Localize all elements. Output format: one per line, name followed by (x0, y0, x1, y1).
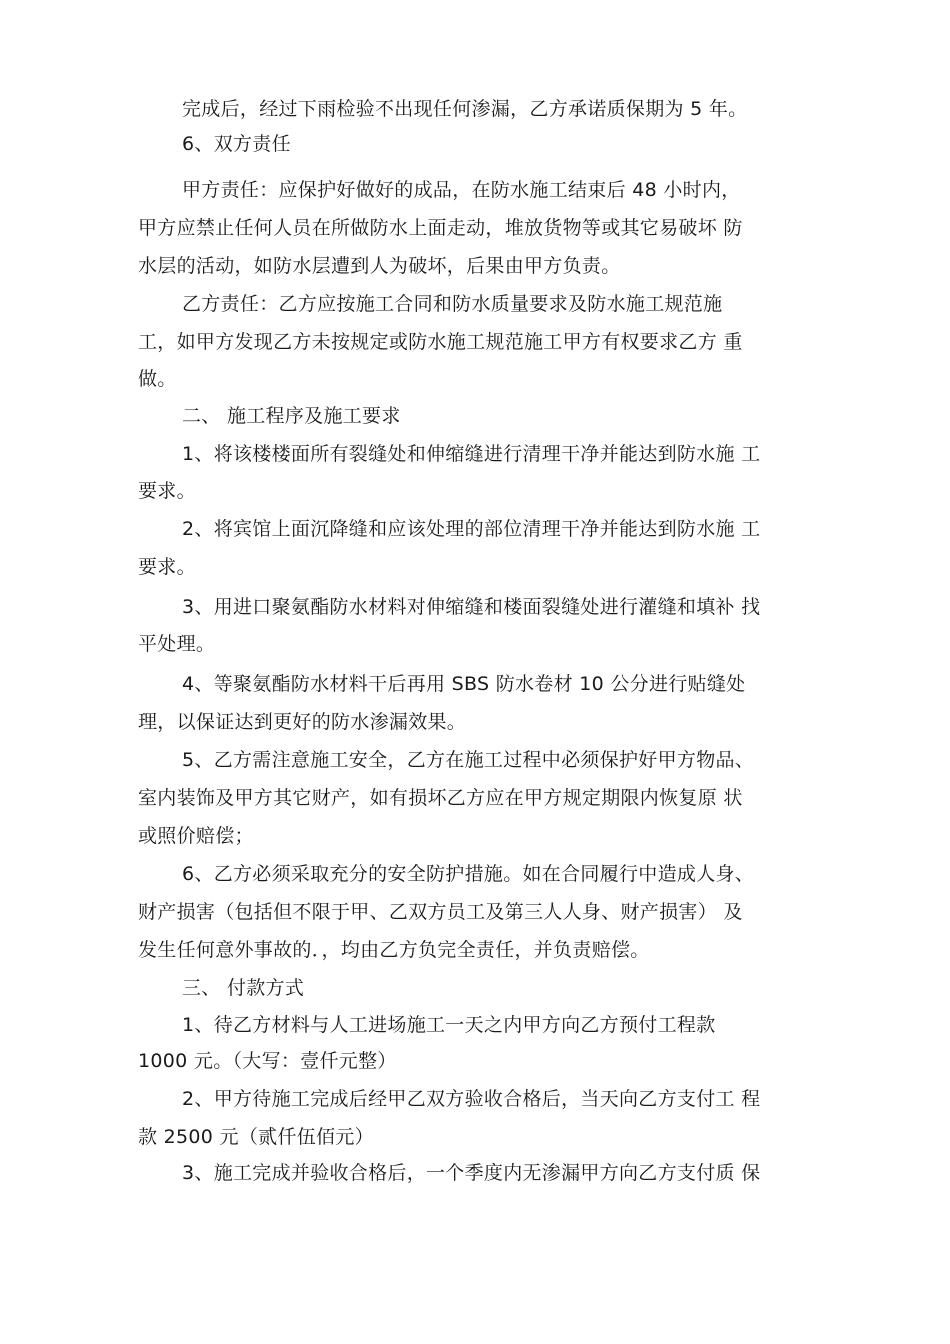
text-line: 1、待乙方材料与人工进场施工一天之内甲方向乙方预付工程款 (182, 1014, 716, 1036)
text-line: 要求。 (138, 556, 196, 578)
text-line: 做。 (138, 368, 177, 390)
text-line: 款 2500 元（贰仟伍佰元） (138, 1126, 374, 1148)
text-line: 工，如甲方发现乙方未按规定或防水施工规范施工甲方有权要求乙方 重 (138, 331, 743, 353)
text-line: 2、甲方待施工完成后经甲乙双方验收合格后，当天向乙方支付工 程 (182, 1088, 761, 1110)
text-line: 理，以保证达到更好的防水渗漏效果。 (138, 711, 467, 733)
text-line: 3、用进口聚氨酯防水材料对伸缩缝和楼面裂缝处进行灌缝和填补 找 (182, 596, 761, 618)
text-line: 6、乙方必须采取充分的安全防护措施。如在合同履行中造成人身、 (182, 863, 755, 885)
section-heading: 6、双方责任 (182, 133, 291, 155)
text-line: 要求。 (138, 480, 196, 502)
section-heading: 三、 付款方式 (182, 977, 305, 999)
text-line: 乙方责任：乙方应按施工合同和防水质量要求及防水施工规范施 (182, 293, 723, 315)
text-line: 平处理。 (138, 633, 216, 655)
text-line: 2、将宾馆上面沉降缝和应该处理的部位清理干净并能达到防水施 工 (182, 518, 761, 540)
text-line: 财产损害（包括但不限于甲、乙双方员工及第三人人身、财产损害） 及 (138, 901, 743, 923)
text-line: 水层的活动，如防水层遭到人为破坏，后果由甲方负责。 (138, 255, 621, 277)
text-line: 3、施工完成并验收合格后，一个季度内无渗漏甲方向乙方支付质 保 (182, 1162, 761, 1184)
text-line: 室内装饰及甲方其它财产，如有损坏乙方应在甲方规定期限内恢复原 状 (138, 787, 743, 809)
text-line: 发生任何意外事故的．，均由乙方负完全责任，并负责赔偿。 (138, 939, 650, 961)
text-line: 或照价赔偿； (138, 825, 254, 847)
text-line: 5、乙方需注意施工安全，乙方在施工过程中必须保护好甲方物品、 (182, 749, 755, 771)
text-line: 1、将该楼楼面所有裂缝处和伸缩缝进行清理干净并能达到防水施 工 (182, 443, 761, 465)
text-line: 1000 元。（大写：壹仟元整） (138, 1050, 397, 1072)
text-line: 甲方应禁止任何人员在所做防水上面走动，堆放货物等或其它易破坏 防 (138, 217, 743, 239)
text-line: 甲方责任：应保护好做好的成品，在防水施工结束后 48 小时内， (182, 179, 741, 201)
text-line: 4、等聚氨酯防水材料干后再用 SBS 防水卷材 10 公分进行贴缝处 (182, 673, 746, 695)
text-line: 完成后，经过下雨检验不出现任何渗漏，乙方承诺质保期为 5 年。 (182, 98, 748, 120)
section-heading: 二、 施工程序及施工要求 (182, 405, 401, 427)
